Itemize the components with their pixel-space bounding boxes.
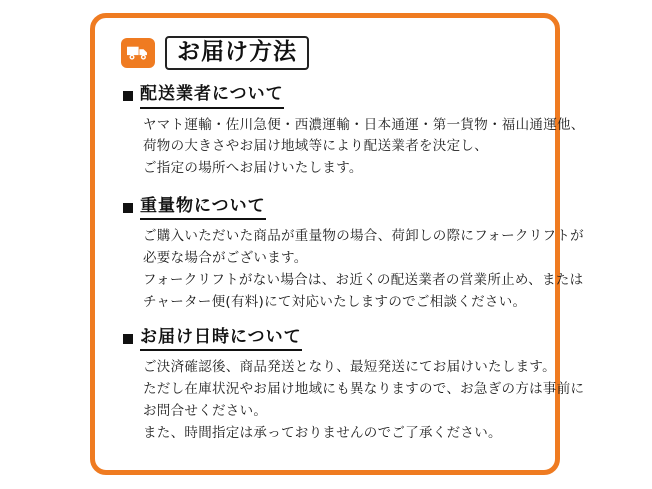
section-delivery-datetime (117, 326, 585, 445)
section-body (143, 357, 585, 444)
square-bullet-icon (123, 334, 133, 344)
section-heading (123, 84, 533, 108)
delivery-truck-icon (121, 38, 155, 68)
square-bullet-icon (123, 203, 133, 213)
body-line: また、時間指定は承っておりませんのでご了承ください。 (143, 424, 502, 441)
square-bullet-icon (123, 91, 133, 101)
body-line: チャーター便(有料)にて対応いたしますのでご相談ください。 (143, 293, 527, 310)
section-title-text: お届け日時について (140, 327, 302, 351)
section-heavy-items (117, 196, 584, 314)
section-body (143, 226, 584, 313)
section-shipping-carrier (117, 84, 585, 180)
delivery-info-card (90, 13, 585, 475)
body-line: お問合せください。 (143, 402, 268, 419)
section-heading (123, 196, 533, 220)
body-line: ご決済確認後、商品発送となり、最短発送にてお届けいたします。 (143, 359, 556, 376)
card-header (121, 36, 533, 70)
page-title (165, 36, 309, 70)
body-line: ただし在庫状況やお届け地域にも異なりますので、お急ぎの方は事前に (143, 380, 585, 397)
page-title-text: お届け方法 (177, 39, 297, 65)
body-line: ご購入いただいた商品が重量物の場合、荷卸しの際にフォークリフトが (143, 228, 584, 245)
section-body (143, 115, 585, 181)
body-line: 必要な場合がございます。 (143, 250, 308, 267)
body-line: ヤマト運輸・佐川急便・西濃運輸・日本通運・第一貨物・福山通運他、 (143, 116, 585, 133)
body-line: ご指定の場所へお届けいたします。 (143, 160, 363, 177)
section-heading (123, 327, 533, 351)
section-title-text: 重量物について (140, 196, 266, 220)
section-title-text: 配送業者について (140, 84, 284, 108)
body-line: 荷物の大きさやお届け地域等により配送業者を決定し、 (143, 138, 488, 155)
body-line: フォークリフトがない場合は、お近くの配送業者の営業所止め、または (143, 272, 584, 289)
card-content (95, 18, 585, 470)
